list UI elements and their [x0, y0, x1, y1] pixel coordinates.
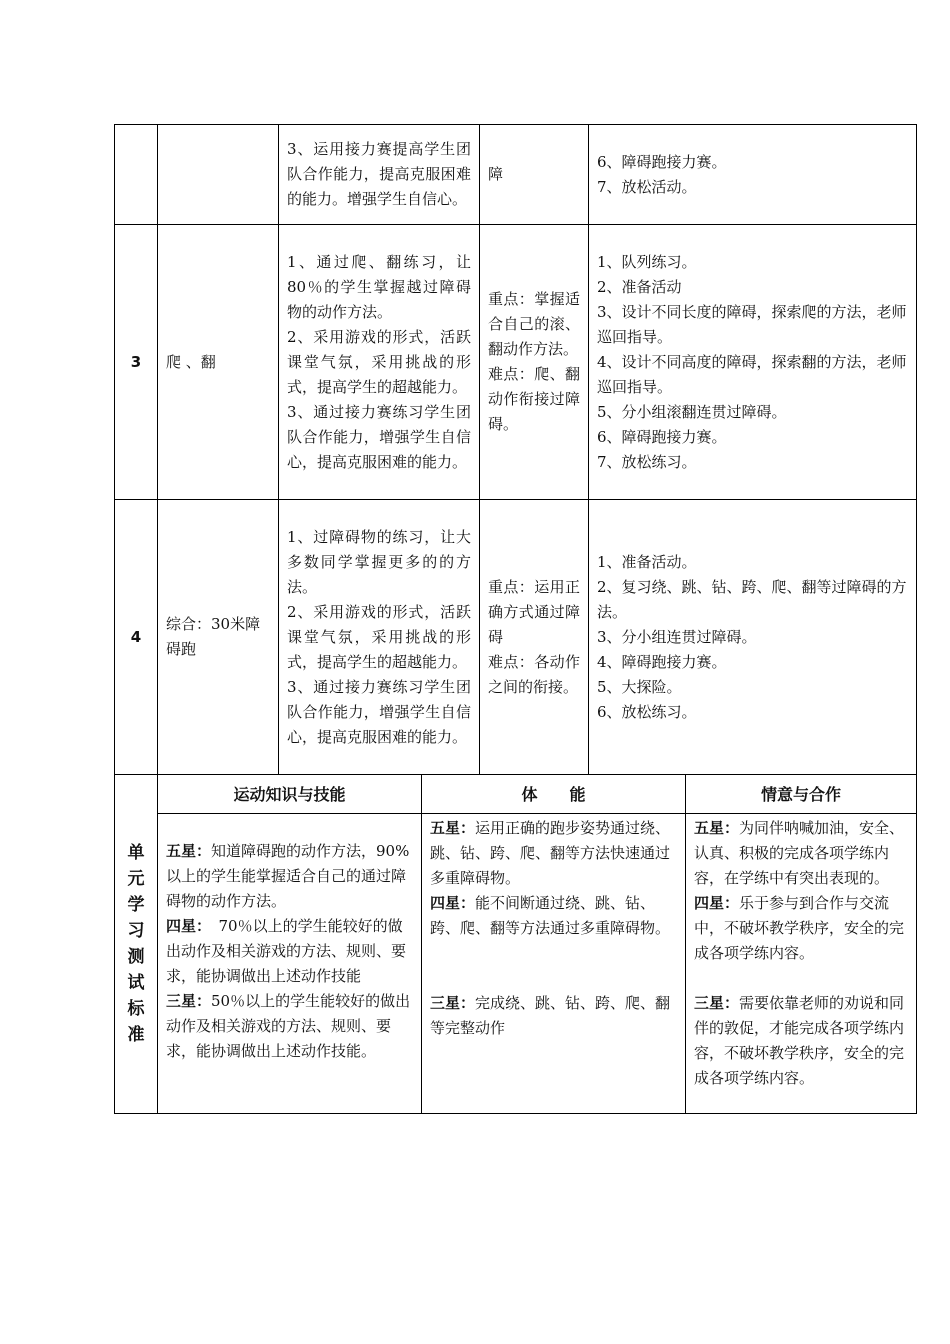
- table-row: [115, 814, 917, 1114]
- assessment-standards-table: [114, 774, 917, 1114]
- header-fitness: 体 能: [422, 775, 686, 814]
- lesson-objectives: 1、通过爬、翻练习，让80％的学生掌握越过障碍物的动作方法。 2、采用游戏的形式，活跃课堂气氛，采用挑战的形式，提高学生的超越能力。 3、通过接力赛练习学生团队合作能力，增强学生自信心，提高克服困难的能力。: [279, 225, 480, 500]
- three-star-text: 需要依靠老师的劝说和同伴的敦促，才能完成各项学练内容，不破坏教学秩序，安全的完成各项学练内容。: [694, 994, 905, 1087]
- five-star-text: 运用正确的跑步姿势通过绕、跳、钻、跨、爬、翻等方法快速通过多重障碍物。: [430, 819, 671, 887]
- lesson-key-points: 障: [480, 125, 589, 225]
- five-star-text: 为同伴呐喊加油，安全、认真、积极的完成各项学练内容，在学练中有突出表现的。: [694, 819, 905, 887]
- lesson-key-points: 重点：掌握适合自己的滚、翻动作方法。 难点：爬、翻动作衔接过障碍。: [480, 225, 589, 500]
- lesson-procedure: 6、障碍跑接力赛。 7、放松活动。: [589, 125, 917, 225]
- assessment-title: 单 元 学 习 测 试 标 准: [115, 775, 158, 1114]
- table-row: [115, 225, 917, 500]
- cooperation-criteria: [686, 814, 917, 1114]
- lesson-procedure: 1、准备活动。 2、复习绕、跳、钻、跨、爬、翻等过障碍的方法。 3、分小组连贯过障碍。 4、障碍跑接力赛。 5、大探险。 6、放松练习。: [589, 500, 917, 775]
- three-star-text: 完成绕、跳、钻、跨、爬、翻等完整动作: [430, 994, 671, 1037]
- table-row: [115, 500, 917, 775]
- spacer: [694, 966, 908, 991]
- four-star-text: 70％以上的学生能较好的做出动作及相关游戏的方法、规则、要求，能协调做出上述动作技能: [166, 917, 407, 985]
- lesson-number: 4: [115, 500, 158, 775]
- header-skills: 运动知识与技能: [158, 775, 422, 814]
- five-star-label: 五星：: [430, 819, 476, 837]
- lesson-number: 3: [115, 225, 158, 500]
- lesson-number: [115, 125, 158, 225]
- five-star-label: 五星：: [694, 819, 740, 837]
- table-row: [115, 125, 917, 225]
- fitness-criteria: [422, 814, 686, 1114]
- lesson-key-points: 重点：运用正确方式通过障碍 难点：各动作之间的衔接。: [480, 500, 589, 775]
- three-star-text: 50％以上的学生能较好的做出动作及相关游戏的方法、规则、要求，能协调做出上述动作技能。: [166, 992, 411, 1060]
- four-star-label: 四星：: [430, 894, 476, 912]
- three-star-label: 三星：: [694, 994, 740, 1012]
- lesson-content: [158, 125, 279, 225]
- spacer: [430, 941, 677, 966]
- lesson-plan-table: [114, 124, 917, 775]
- header-cooperation: 情意与合作: [686, 775, 917, 814]
- table-row: [115, 775, 917, 814]
- five-star-text: 知道障碍跑的动作方法，90%以上的学生能掌握适合自己的通过障碍物的动作方法。: [166, 842, 410, 910]
- four-star-label: 四星：: [166, 917, 204, 935]
- four-star-text: 乐于参与到合作与交流中，不破坏教学秩序，安全的完成各项学练内容。: [694, 894, 905, 962]
- three-star-label: 三星：: [166, 992, 212, 1010]
- skills-criteria: [158, 814, 422, 1114]
- five-star-label: 五星：: [166, 842, 212, 860]
- lesson-content: 综合：30米障碍跑: [158, 500, 279, 775]
- four-star-label: 四星：: [694, 894, 740, 912]
- lesson-objectives: 1、过障碍物的练习，让大多数同学掌握更多的的方法。 2、采用游戏的形式，活跃课堂气氛，采用挑战的形式，提高学生的超越能力。 3、通过接力赛练习学生团队合作能力，增强学生自信心，提高克服困难的能力。: [279, 500, 480, 775]
- lesson-procedure: 1、队列练习。 2、准备活动 3、设计不同长度的障碍，探索爬的方法，老师巡回指导。 4、设计不同高度的障碍，探索翻的方法，老师巡回指导。 5、分小组滚翻连贯过障碍。 6、障碍跑接力赛。 7、放松练习。: [589, 225, 917, 500]
- spacer: [430, 966, 677, 991]
- three-star-label: 三星：: [430, 994, 476, 1012]
- lesson-content: 爬 、翻: [158, 225, 279, 500]
- lesson-objectives: 3、运用接力赛提高学生团队合作能力，提高克服困难的能力。增强学生自信心。: [279, 125, 480, 225]
- four-star-text: 能不间断通过绕、跳、钻、跨、爬、翻等方法通过多重障碍物。: [430, 894, 671, 937]
